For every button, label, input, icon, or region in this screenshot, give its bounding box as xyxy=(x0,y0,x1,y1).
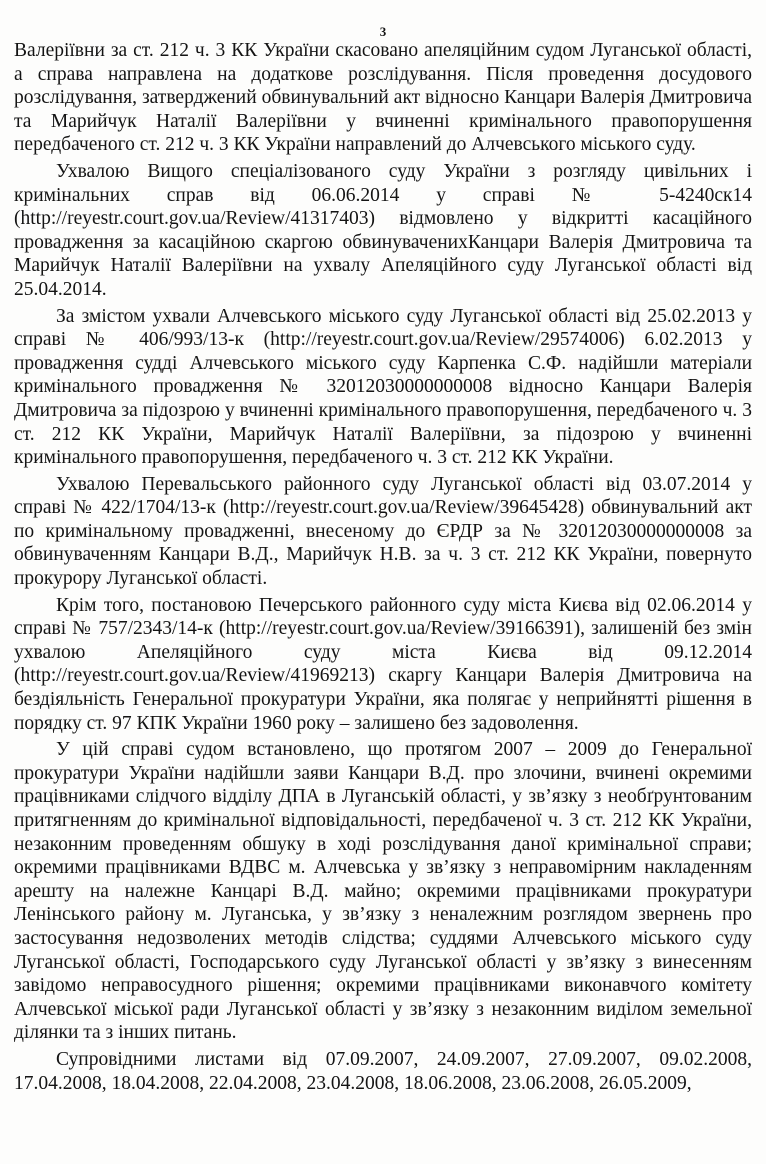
paragraph-perevalsk-ruling: Ухвалою Перевальського районного суду Луганської області від 03.07.2014 у справі № 422/1704/13-к (http://reyestr.court.gov.ua/Review/39645428) обвинувальний акт по кримінальному провадженні, внесеному до ЄРДР за № 32012030000000008 за обвинуваченням Канцари В.Д., Марийчук Н.В. за ч. 3 ст. 212 КК України, повернуто прокурору Луганської області. xyxy=(14,473,752,590)
paragraph-court-findings: У цій справі судом встановлено, що протягом 2007 – 2009 до Генеральної прокуратури України надійшли заяви Канцари В.Д. про злочини, вчинені окремими працівниками слідчого відділу ДПА в Луганській області, у зв’язку з необґрунтованим притягненням до кримінальної відповідальності, передбаченої ч. 3 ст. 212 КК України, незаконним проведенням обшуку в ході розслідування даної кримінальної справи; окремими працівниками ВДВС м. Алчевська у зв’язку з неправомірним накладенням арешту на належне Канцарі В.Д. майно; окремими працівниками прокуратури Ленінського району м. Луганська, у зв’язку з неналежним розглядом звернень про застосування недозволених методів слідства; суддями Алчевського міського суду Луганської області, Господарського суду Луганської області у зв’язку з винесенням завідомо неправосудного рішення; окремими працівниками виконавчого комітету Алчевської міської ради Луганської області у зв’язку з незаконним виділом земельної ділянки та з інших питань. xyxy=(14,739,752,1044)
paragraph-appeal-cancelled: Валеріївни за ст. 212 ч. 3 КК України скасовано апеляційним судом Луганської області, а справа направлена на додаткове розслідування. Після проведення досудового розслідування, затверджений обвинувальний акт відносно Канцари Валерія Дмитровича та Марийчук Наталії Валеріївни у вчиненні кримінального правопорушення передбаченого ст. 212 ч. 3 КК України направлений до Алчевського міського суду. xyxy=(14,40,752,156)
paragraph-pechersk-ruling: Крім того, постановою Печерського районного суду міста Києва від 02.06.2014 у справі № 757/2343/14-к (http://reyestr.court.gov.ua/Review/39166391), залишеній без змін ухвалою Апеляційного суду міста Києва від 09.12.2014 (http://reyestr.court.gov.ua/Review/41969213) скаргу Канцари Валерія Дмитровича на бездіяльність Генеральної прокуратури України, яка полягає у неприйнятті рішення в порядку ст. 97 КПК України 1960 року – залишено без задоволення. xyxy=(14,594,752,734)
document-body xyxy=(14,39,752,1098)
paragraph-cassation-refusal: Ухвалою Вищого спеціалізованого суду України з розгляду цивільних і кримінальних справ від 06.06.2014 у справі № 5-4240ск14 (http://reyestr.court.gov.ua/Review/41317403) відмовлено у відкритті касаційного провадження за касаційною скаргою обвинуваченихКанцари Валерія Дмитровича та Марийчук Наталії Валеріївни на ухвалу Апеляційного суду Луганської області від 25.04.2014. xyxy=(14,160,752,300)
paragraph-alchevsk-ruling: За змістом ухвали Алчевського міського суду Луганської області від 25.02.2013 у справі № 406/993/13-к (http://reyestr.court.gov.ua/Review/29574006) 6.02.2013 у провадження судді Алчевського міського суду Карпенка С.Ф. надійшли матеріали кримінального провадження № 32012030000000008 відносно Канцари Валерія Дмитровича за підозрою у вчиненні кримінального правопорушення, передбаченого ч. 3 ст. 212 КК України, Марийчук Наталії Валеріївни, за підозрою у вчиненні кримінального правопорушення, передбаченого ч. 3 ст. 212 КК України. xyxy=(14,305,752,469)
paragraph-cover-letters: Супровідними листами від 07.09.2007, 24.09.2007, 27.09.2007, 09.02.2008, 17.04.2008, 18.04.2008, 22.04.2008, 23.04.2008, 18.06.2008, 23.06.2008, 26.05.2009, xyxy=(14,1048,752,1094)
page-number: 3 xyxy=(379,24,387,39)
